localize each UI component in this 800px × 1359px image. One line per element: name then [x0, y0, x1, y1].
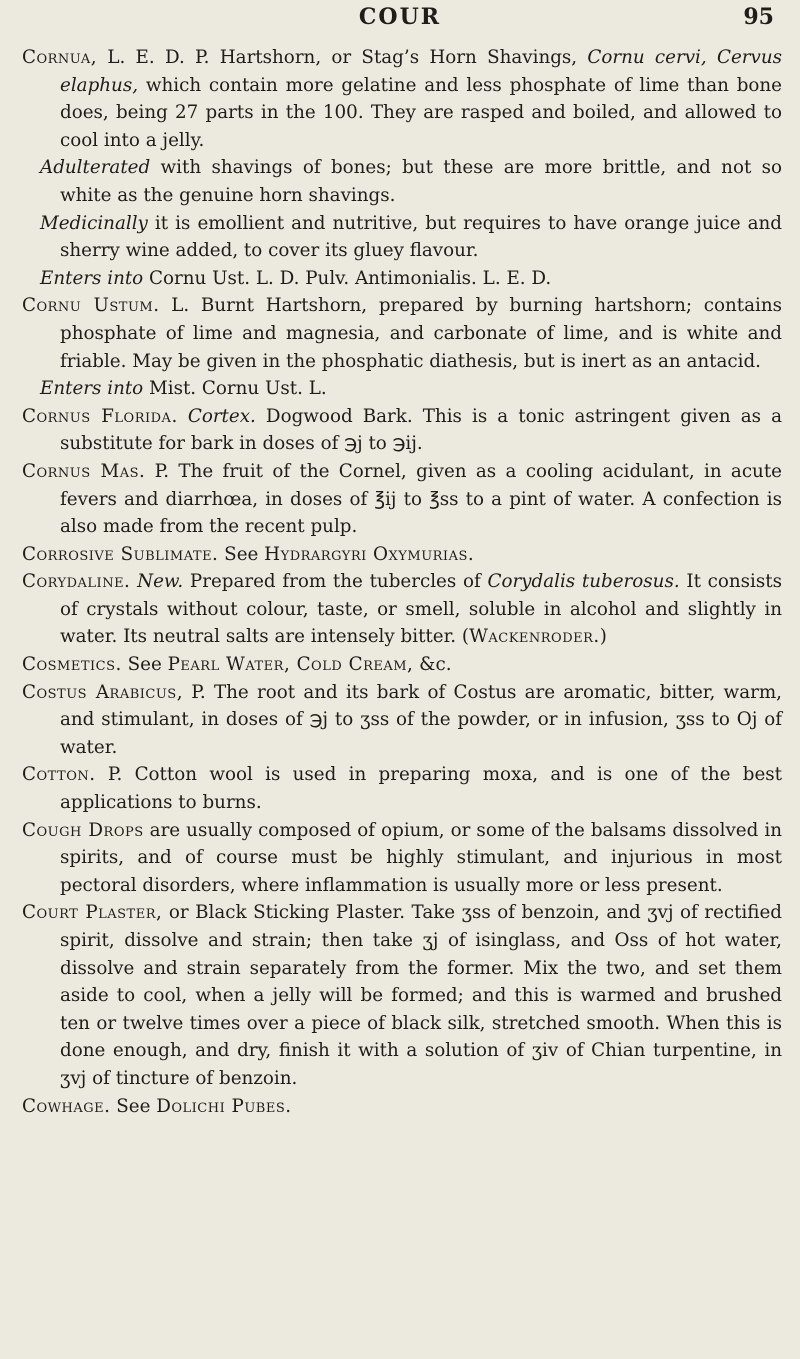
- entry-text: ): [599, 626, 607, 648]
- entry-text: are usually composed of opium, or some of the balsams dissolved in spirits, and of course must be highly stimulant, and injurious in most pectoral disorders, where inflammation is usually more or less present.: [60, 819, 782, 896]
- italic-text: Enters into: [40, 378, 144, 400]
- running-head: COUR: [358, 4, 442, 30]
- dictionary-entry: [22, 292, 782, 375]
- dictionary-entry: [22, 679, 782, 762]
- dictionary-entry: [22, 899, 782, 1092]
- entry-text: or Black Sticking Plaster. Take ʒss of benzoin, and ʒvj of rectified spirit, dissolve and strain; then take ʒj of isinglass, and Oss of hot water, dissolve and strain separately from the former. Mix the two, and set them aside to cool, when a jelly will be formed; and this is warmed and brushed ten or twelve times over a piece of black silk, stretched smooth. When this is done enough, and dry, finish it with a solution of ʒiv of Chian turpentine, in ʒvj of tincture of benzoin.: [60, 902, 782, 1089]
- headword: Wackenroder.: [469, 626, 600, 648]
- entry-subparagraph: [22, 154, 782, 209]
- headword: Cornua,: [22, 47, 98, 68]
- page-header: [0, 4, 800, 38]
- headword: Dolichi Pubes.: [156, 1095, 292, 1117]
- entry-text: It consists of crystals without colour, taste, or smell, soluble in alcohol and slightly in water. Its neutral salts are intensely bitter. (: [60, 571, 783, 648]
- headword: Hydrargyri Oxymurias.: [264, 543, 475, 565]
- italic-text: Adulterated: [40, 157, 151, 179]
- entry-text: with shavings of bones; but these are more brittle, and not so white as the genuine horn shavings.: [60, 157, 782, 206]
- entry-text: it is emollient and nutritive, but requires to have orange juice and sherry wine added, to cover its gluey flavour.: [60, 212, 782, 262]
- dictionary-entry: [22, 541, 782, 569]
- headword: Pearl Water, Cold Cream,: [167, 654, 414, 676]
- entry-text: Prepared from the tubercles of: [183, 571, 488, 593]
- dictionary-entry: [22, 817, 782, 900]
- dictionary-entry: [22, 761, 782, 816]
- headword: Cough Drops: [22, 819, 144, 841]
- entry-text: [178, 406, 188, 427]
- headword: Cornus Florida.: [22, 405, 178, 427]
- entry-text: Mist. Cornu Ust. L.: [143, 378, 327, 400]
- entry-subparagraph: [22, 375, 782, 403]
- entry-text: L. E. D. P. Hartshorn, or Stag’s Horn Shavings,: [97, 47, 588, 68]
- entry-text: P. The root and its bark of Costus are aromatic, bitter, warm, and stimulant, in doses of ℈j to ʒss of the powder, or in infusion, ʒss to Oj of water.: [60, 681, 782, 758]
- entry-subparagraph: [22, 210, 782, 265]
- headword: Costus Arabicus,: [22, 681, 184, 703]
- dictionary-entry: [22, 403, 782, 458]
- italic-text: Cortex.: [187, 405, 256, 427]
- entry-text: Cornu Ust. L. D. Pulv. Antimonialis. L. E. D.: [143, 267, 552, 289]
- dictionary-entry: [22, 568, 782, 651]
- headword: Cornu Ustum.: [22, 295, 160, 317]
- headword: Cowhage.: [22, 1095, 111, 1117]
- dictionary-entry: [22, 651, 782, 679]
- entry-subparagraph: [22, 265, 782, 293]
- headword: Corydaline.: [22, 571, 131, 593]
- entry-text: See: [218, 543, 265, 565]
- italic-text: Cornu cervi, Cervus elaphus,: [60, 47, 782, 96]
- italic-text: Medicinally: [40, 212, 148, 234]
- headword: Cornus Mas.: [22, 460, 146, 482]
- headword: Cosmetics.: [22, 654, 122, 676]
- dictionary-entry: [22, 44, 782, 154]
- entry-text: See: [121, 654, 168, 676]
- dictionary-entry: [22, 458, 782, 541]
- italic-text: New.: [137, 571, 184, 593]
- dictionary-entry: [22, 1093, 782, 1121]
- entry-text: which contain more gelatine and less phosphate of lime than bone does, being 27 parts in the 100. They are rasped and boiled, and allowed to cool into a jelly.: [60, 74, 782, 151]
- headword: Court Plaster,: [22, 902, 163, 924]
- page-number: 95: [743, 4, 774, 30]
- entry-text: See: [110, 1095, 157, 1117]
- italic-text: Corydalis tuberosus.: [487, 571, 680, 593]
- headword: Corrosive Sublimate.: [22, 543, 219, 565]
- entry-text: P. The fruit of the Cornel, given as a cooling acidulant, in acute fevers and diarrhœa, in doses of ℥ij to ℥ss to a pint of water. A confection is also made from the recent pulp.: [60, 460, 783, 538]
- entry-text: P. Cotton wool is used in preparing moxa, and is one of the best applications to burns.: [60, 764, 782, 814]
- italic-text: Enters into: [40, 267, 144, 289]
- entry-text: Dogwood Bark. This is a tonic astringent given as a substitute for bark in doses of ℈j to ℈ij.: [60, 405, 782, 455]
- headword: Cotton.: [22, 764, 96, 786]
- entry-text: &c.: [413, 654, 452, 676]
- dictionary-body: [22, 44, 782, 1120]
- entry-text: L. Burnt Hartshorn, prepared by burning hartshorn; contains phosphate of lime and magnesia, and carbonate of lime, and is white and friable. May be given in the phosphatic diathesis, but is inert as an antacid.: [60, 295, 782, 372]
